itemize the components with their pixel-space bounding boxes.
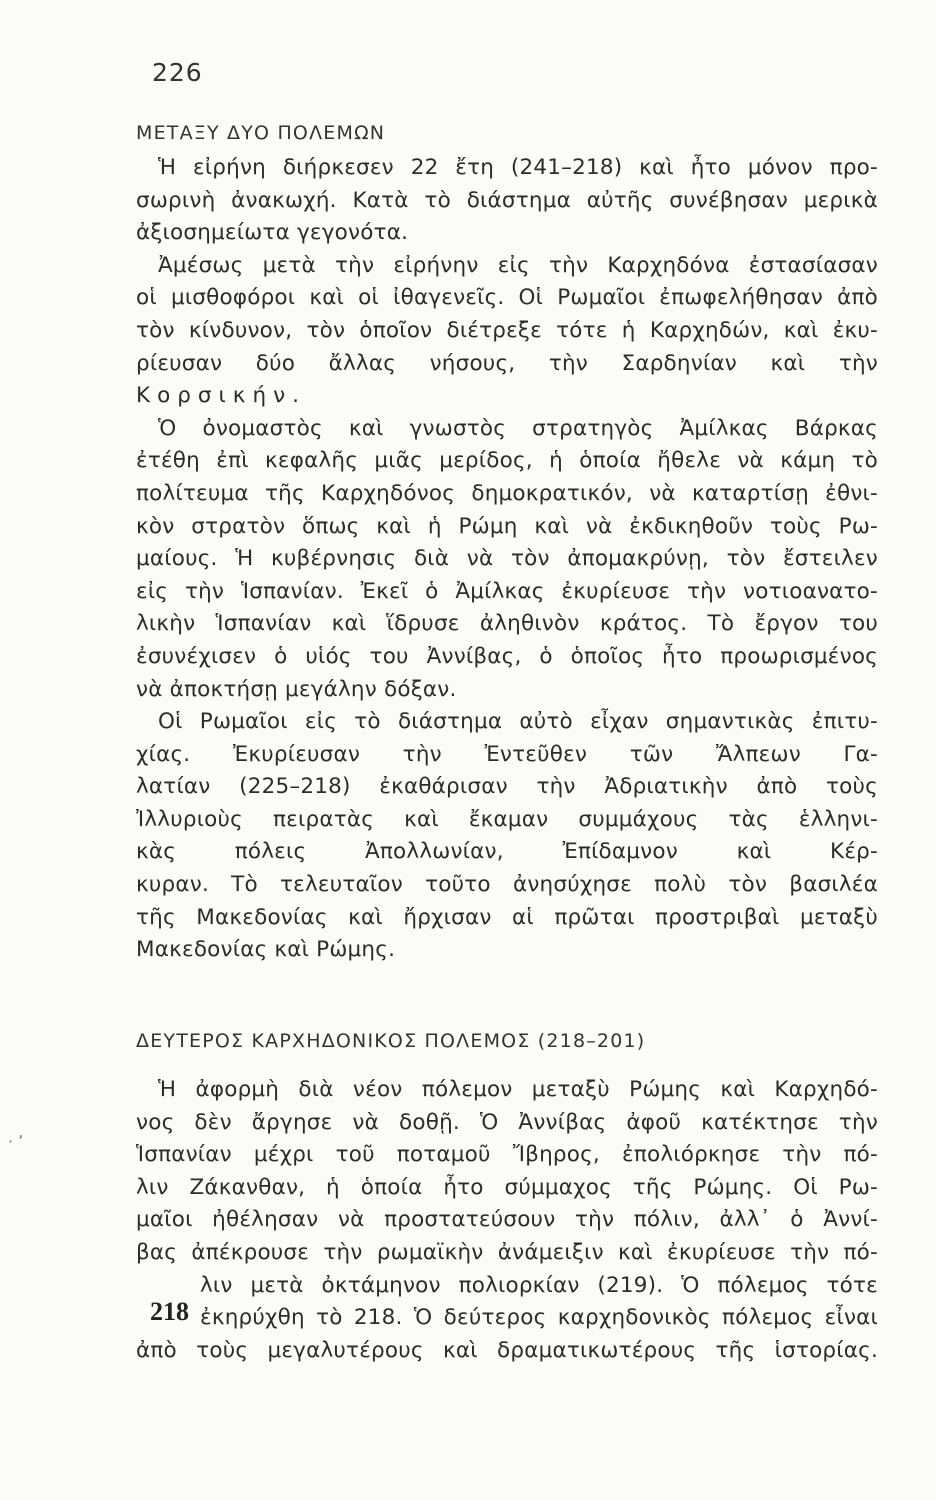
- text-line: κὰς πόλεις Ἀπολλωνίαν, Ἐπίδαμνον καὶ Κέρ-: [136, 839, 878, 865]
- text-line: τὸν κίνδυνον, τὸν ὁποῖον διέτρεξε τότε ἡ Καρχηδών, καὶ ἐκυ-: [136, 317, 878, 343]
- section-text-second-punic-war: [136, 1074, 878, 1367]
- text-line: ἐσυνέχισεν ὁ υἱός του Ἀννίβας, ὁ ὁποῖος ἦτο προωρισμένος: [136, 643, 878, 669]
- text-line: Ἱσπανίαν μέχρι τοῦ ποταμοῦ Ἴβηρος, ἐπολιόρκησε τὴν πό-: [136, 1142, 878, 1168]
- section-heading-second-punic-war: ΔΕΥΤΕΡΟΣ ΚΑΡΧΗΔΟΝΙΚΟΣ ΠΟΛΕΜΟΣ (218–201): [136, 1030, 646, 1052]
- text-line: λιν Ζάκανθαν, ἡ ὁποία ἦτο σύμμαχος τῆς Ρώμης. Οἱ Ρω-: [136, 1174, 878, 1200]
- text-line: νὰ ἀποκτήσῃ μεγάλην δόξαν.: [136, 676, 457, 702]
- text-line: λιν μετὰ ὀκτάμηνον πολιορκίαν (219). Ὁ πόλεμος τότε: [200, 1272, 878, 1298]
- text-line: ἐκηρύχθη τὸ 218. Ὁ δεύτερος καρχηδονικὸς πόλεμος εἶναι: [200, 1305, 878, 1331]
- text-line: Ἀμέσως μετὰ τὴν εἰρήνην εἰς τὴν Καρχηδόνα ἐστασίασαν: [158, 252, 878, 278]
- text-line: Ἡ εἰρήνη διήρκεσεν 22 ἔτη (241–218) καὶ ἦτο μόνον προ-: [158, 155, 878, 180]
- text-line: ἀξιοσημείωτα γεγονότα.: [136, 220, 409, 246]
- text-line: ρίευσαν δύο ἄλλας νήσους, τὴν Σαρδηνίαν καὶ τὴν: [136, 350, 878, 376]
- text-line: ἐτέθη ἐπὶ κεφαλῆς μιᾶς μερίδος, ἡ ὁποία ἤθελε νὰ κάμη τὸ: [136, 448, 878, 474]
- page-number: 226: [152, 58, 203, 87]
- text-line: Κορσικήν.: [136, 383, 306, 409]
- text-line: βας ἀπέκρουσε τὴν ρωμαϊκὴν ἀνάμειξιν καὶ ἐκυρίευσε τὴν πό-: [136, 1239, 878, 1265]
- text-line: Ἰλλυριοὺς πειρατὰς καὶ ἔκαμαν συμμάχους τὰς ἑλληνι-: [136, 806, 878, 832]
- text-line: Ἡ ἀφορμὴ διὰ νέον πόλεμον μεταξὺ Ρώμης καὶ Καρχηδό-: [158, 1077, 878, 1102]
- margin-year-number: 218: [150, 1297, 189, 1326]
- text-line: Μακεδονίας καὶ Ρώμης.: [136, 937, 396, 963]
- text-line: τῆς Μακεδονίας καὶ ἤρχισαν αἱ πρῶται προστριβαὶ μεταξὺ: [136, 904, 878, 930]
- scan-artifact-mark: · ʼ: [8, 1132, 24, 1151]
- text-line: μαῖοι ἠθέλησαν νὰ προστατεύσουν τὴν πόλιν, ἀλλ᾽ ὁ Ἀννί-: [136, 1207, 878, 1233]
- text-line: κὸν στρατὸν ὅπως καὶ ἡ Ρώμη καὶ νὰ ἐκδικηθοῦν τοὺς Ρω-: [136, 513, 878, 539]
- text-line: ἀπὸ τοὺς μεγαλυτέρους καὶ δραματικωτέρους τῆς ἱστορίας.: [136, 1337, 878, 1363]
- text-line: σωρινὴ ἀνακωχή. Κατὰ τὸ διάστημα αὐτῆς συνέβησαν μερικὰ: [136, 187, 878, 213]
- text-line: Ὁ ὀνομαστὸς καὶ γνωστὸς στρατηγὸς Ἀμίλκας Βάρκας: [158, 415, 878, 441]
- text-line: πολίτευμα τῆς Καρχηδόνος δημοκρατικόν, νὰ καταρτίσῃ ἐθνι-: [136, 480, 878, 506]
- text-line: νος δὲν ἄργησε νὰ δοθῇ. Ὁ Ἀννίβας ἀφοῦ κατέκτησε τὴν: [136, 1109, 878, 1135]
- section-heading-between-wars: ΜΕΤΑΞΥ ΔΥΟ ΠΟΛΕΜΩΝ: [136, 122, 386, 144]
- text-line: μαίους. Ἡ κυβέρνησις διὰ νὰ τὸν ἀπομακρύνῃ, τὸν ἔστειλεν: [136, 546, 878, 572]
- text-line: κυραν. Τὸ τελευταῖον τοῦτο ἀνησύχησε πολὺ τὸν βασιλέα: [136, 872, 878, 898]
- text-line: Οἱ Ρωμαῖοι εἰς τὸ διάστημα αὐτὸ εἶχαν σημαντικὰς ἐπιτυ-: [158, 709, 878, 735]
- text-line: λατίαν (225–218) ἐκαθάρισαν τὴν Ἀδριατικὴν ἀπὸ τοὺς: [136, 774, 878, 800]
- text-line: οἱ μισθοφόροι καὶ οἱ ἰθαγενεῖς. Οἱ Ρωμαῖοι ἐπωφελήθησαν ἀπὸ: [136, 285, 878, 311]
- text-line: χίας. Ἐκυρίευσαν τὴν Ἐντεῦθεν τῶν Ἄλπεων Γα-: [136, 741, 878, 767]
- text-line: εἰς τὴν Ἱσπανίαν. Ἐκεῖ ὁ Ἀμίλκας ἐκυρίευσε τὴν νοτιοανατο-: [136, 578, 878, 604]
- section-text-between-wars: [136, 152, 878, 967]
- text-line: λικὴν Ἱσπανίαν καὶ ἵδρυσε ἀληθινὸν κράτος. Τὸ ἔργον του: [136, 611, 878, 637]
